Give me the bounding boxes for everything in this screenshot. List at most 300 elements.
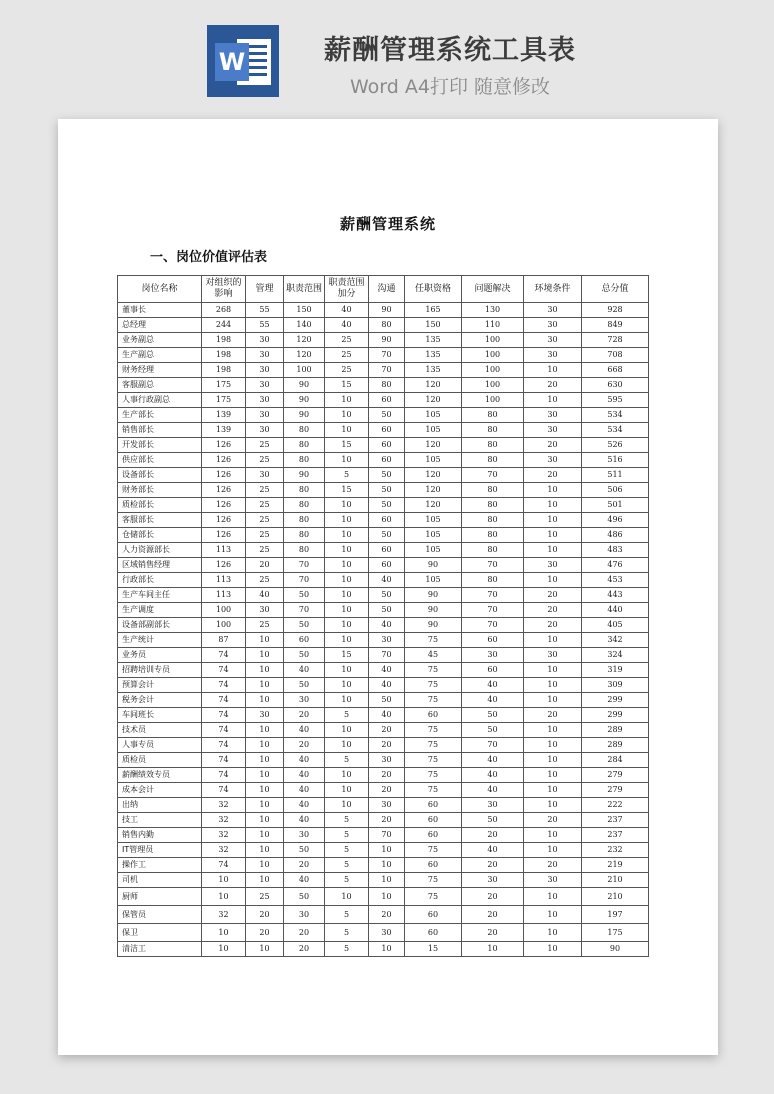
score-cell: 105 [405,573,462,588]
score-cell: 10 [325,603,369,618]
position-name-cell: 财务经理 [118,363,202,378]
score-cell: 20 [462,858,524,873]
table-row [118,423,649,438]
score-cell: 50 [369,603,405,618]
score-cell: 30 [246,408,284,423]
table-row [118,888,649,906]
position-name-cell: 客服部长 [118,513,202,528]
score-cell: 443 [582,588,649,603]
score-cell: 30 [524,423,582,438]
score-cell: 483 [582,543,649,558]
score-cell: 100 [462,393,524,408]
score-cell: 5 [325,813,369,828]
score-cell: 10 [325,543,369,558]
score-cell: 80 [284,528,325,543]
score-cell: 50 [369,498,405,513]
table-row [118,828,649,843]
score-cell: 10 [524,663,582,678]
table-row [118,603,649,618]
score-cell: 70 [369,648,405,663]
score-cell: 50 [369,588,405,603]
score-cell: 150 [405,318,462,333]
score-cell: 50 [369,693,405,708]
table-row [118,798,649,813]
score-cell: 25 [325,333,369,348]
score-cell: 10 [246,693,284,708]
score-cell: 20 [524,858,582,873]
score-cell: 20 [369,768,405,783]
score-cell: 222 [582,798,649,813]
score-cell: 70 [462,603,524,618]
score-cell: 50 [284,648,325,663]
position-name-cell: 财务部长 [118,483,202,498]
score-cell: 25 [246,618,284,633]
score-cell: 75 [405,723,462,738]
score-cell: 60 [405,924,462,942]
score-cell: 75 [405,843,462,858]
table-body [118,303,649,957]
score-cell: 90 [405,588,462,603]
score-cell: 100 [202,603,246,618]
score-cell: 30 [284,906,325,924]
score-cell: 20 [462,924,524,942]
score-cell: 20 [284,942,325,957]
score-cell: 32 [202,828,246,843]
score-cell: 60 [405,813,462,828]
score-cell: 10 [325,498,369,513]
score-cell: 15 [405,942,462,957]
score-cell: 501 [582,498,649,513]
score-cell: 20 [524,603,582,618]
score-cell: 20 [524,588,582,603]
score-cell: 90 [284,393,325,408]
table-row [118,768,649,783]
score-cell: 40 [284,813,325,828]
score-cell: 440 [582,603,649,618]
score-cell: 80 [462,498,524,513]
score-cell: 30 [369,753,405,768]
score-cell: 25 [246,483,284,498]
score-cell: 10 [325,888,369,906]
score-cell: 40 [284,768,325,783]
score-cell: 534 [582,408,649,423]
score-cell: 60 [405,828,462,843]
score-cell: 10 [524,513,582,528]
table-row [118,753,649,768]
score-cell: 928 [582,303,649,318]
table-row [118,378,649,393]
score-cell: 126 [202,453,246,468]
score-cell: 90 [405,603,462,618]
score-cell: 10 [202,942,246,957]
score-cell: 10 [325,453,369,468]
score-cell: 40 [246,588,284,603]
score-cell: 70 [462,738,524,753]
score-cell: 30 [524,303,582,318]
score-cell: 10 [369,873,405,888]
score-cell: 80 [462,528,524,543]
score-cell: 90 [369,303,405,318]
score-cell: 75 [405,888,462,906]
score-cell: 175 [202,378,246,393]
score-cell: 70 [369,363,405,378]
position-name-cell: 车间班长 [118,708,202,723]
score-cell: 40 [284,798,325,813]
score-cell: 126 [202,513,246,528]
position-name-cell: 保卫 [118,924,202,942]
score-cell: 10 [524,393,582,408]
score-cell: 324 [582,648,649,663]
score-cell: 10 [325,408,369,423]
table-row [118,333,649,348]
score-cell: 10 [325,528,369,543]
score-cell: 74 [202,738,246,753]
score-cell: 25 [246,543,284,558]
score-cell: 50 [284,618,325,633]
position-name-cell: 技术员 [118,723,202,738]
score-cell: 75 [405,768,462,783]
score-cell: 30 [524,318,582,333]
score-cell: 30 [369,798,405,813]
score-cell: 80 [284,453,325,468]
score-cell: 10 [524,363,582,378]
score-cell: 10 [246,942,284,957]
score-cell: 120 [284,348,325,363]
score-cell: 25 [325,363,369,378]
position-name-cell: 仓储部长 [118,528,202,543]
score-cell: 75 [405,663,462,678]
score-cell: 40 [284,663,325,678]
score-cell: 10 [462,942,524,957]
score-cell: 90 [369,333,405,348]
score-cell: 237 [582,813,649,828]
column-header: 职责范围加分 [325,276,369,303]
score-cell: 80 [369,378,405,393]
score-cell: 87 [202,633,246,648]
score-cell: 60 [284,633,325,648]
score-cell: 30 [462,873,524,888]
score-cell: 279 [582,768,649,783]
score-cell: 10 [246,633,284,648]
table-row [118,543,649,558]
score-cell: 70 [462,618,524,633]
position-name-cell: 司机 [118,873,202,888]
score-cell: 74 [202,858,246,873]
score-cell: 40 [369,573,405,588]
score-cell: 100 [462,378,524,393]
score-cell: 60 [369,453,405,468]
table-row [118,318,649,333]
position-name-cell: 销售内勤 [118,828,202,843]
score-cell: 40 [369,708,405,723]
score-cell: 40 [284,873,325,888]
position-name-cell: 质检部长 [118,498,202,513]
score-cell: 5 [325,843,369,858]
score-cell: 32 [202,813,246,828]
position-name-cell: 生产车间主任 [118,588,202,603]
table-row [118,873,649,888]
score-cell: 10 [325,618,369,633]
score-cell: 60 [405,798,462,813]
score-cell: 40 [462,768,524,783]
score-cell: 90 [405,558,462,573]
score-cell: 60 [369,423,405,438]
score-cell: 10 [246,828,284,843]
score-cell: 30 [246,423,284,438]
score-cell: 268 [202,303,246,318]
score-cell: 70 [462,588,524,603]
score-cell: 75 [405,678,462,693]
table-row [118,438,649,453]
position-name-cell: 厨师 [118,888,202,906]
table-row [118,303,649,318]
score-cell: 299 [582,708,649,723]
score-cell: 30 [462,798,524,813]
score-cell: 20 [369,783,405,798]
score-cell: 74 [202,708,246,723]
score-cell: 198 [202,363,246,378]
score-cell: 10 [246,768,284,783]
header-subtitle: Word A4打印 随意修改 [349,76,550,98]
score-cell: 150 [284,303,325,318]
score-cell: 50 [284,678,325,693]
score-cell: 20 [462,828,524,843]
score-cell: 135 [405,348,462,363]
score-cell: 210 [582,873,649,888]
score-cell: 506 [582,483,649,498]
score-cell: 5 [325,924,369,942]
score-cell: 30 [524,333,582,348]
score-cell: 50 [462,723,524,738]
score-cell: 135 [405,363,462,378]
score-cell: 5 [325,708,369,723]
table-row [118,348,649,363]
table-row [118,783,649,798]
score-cell: 10 [325,678,369,693]
position-name-cell: 操作工 [118,858,202,873]
score-cell: 75 [405,783,462,798]
score-cell: 90 [284,468,325,483]
score-cell: 20 [246,558,284,573]
score-cell: 5 [325,873,369,888]
score-cell: 15 [325,378,369,393]
position-name-cell: 业务员 [118,648,202,663]
score-cell: 20 [284,738,325,753]
table-row [118,618,649,633]
score-cell: 60 [369,513,405,528]
score-cell: 10 [524,573,582,588]
score-cell: 70 [369,828,405,843]
score-cell: 10 [246,843,284,858]
score-cell: 20 [524,618,582,633]
score-cell: 10 [524,942,582,957]
score-cell: 20 [462,906,524,924]
job-evaluation-table [117,275,649,957]
score-cell: 30 [369,633,405,648]
column-header: 对组织的影响 [202,276,246,303]
score-cell: 10 [524,888,582,906]
score-cell: 20 [284,924,325,942]
score-cell: 100 [202,618,246,633]
score-cell: 289 [582,738,649,753]
score-cell: 55 [246,318,284,333]
score-cell: 10 [246,858,284,873]
score-cell: 113 [202,543,246,558]
score-cell: 10 [325,723,369,738]
score-cell: 80 [462,483,524,498]
score-cell: 40 [462,678,524,693]
score-cell: 10 [325,393,369,408]
score-cell: 728 [582,333,649,348]
score-cell: 30 [246,363,284,378]
score-cell: 60 [462,633,524,648]
word-logo-letter: W [218,48,246,76]
score-cell: 197 [582,906,649,924]
table-row [118,588,649,603]
position-name-cell: 设备部长 [118,468,202,483]
table-row [118,663,649,678]
score-cell: 70 [284,603,325,618]
position-name-cell: 业务副总 [118,333,202,348]
score-cell: 40 [325,318,369,333]
score-cell: 80 [284,423,325,438]
position-name-cell: 技工 [118,813,202,828]
score-cell: 74 [202,693,246,708]
score-cell: 32 [202,906,246,924]
score-cell: 60 [405,858,462,873]
table-row [118,858,649,873]
score-cell: 849 [582,318,649,333]
score-cell: 10 [524,738,582,753]
score-cell: 120 [405,483,462,498]
score-cell: 60 [369,438,405,453]
score-cell: 10 [524,924,582,942]
column-header: 任职资格 [405,276,462,303]
score-cell: 30 [524,408,582,423]
table-row [118,468,649,483]
position-name-cell: 供应部长 [118,453,202,468]
score-cell: 237 [582,828,649,843]
score-cell: 40 [284,723,325,738]
table-row [118,363,649,378]
score-cell: 126 [202,468,246,483]
table-row [118,393,649,408]
score-cell: 100 [284,363,325,378]
score-cell: 10 [246,873,284,888]
score-cell: 20 [524,438,582,453]
score-cell: 60 [369,543,405,558]
position-name-cell: 成本会计 [118,783,202,798]
header-title: 薪酬管理系统工具表 [324,35,576,66]
table-row [118,633,649,648]
score-cell: 55 [246,303,284,318]
score-cell: 100 [462,363,524,378]
score-cell: 120 [405,498,462,513]
table-row [118,843,649,858]
score-cell: 105 [405,528,462,543]
table-row [118,513,649,528]
score-cell: 25 [246,888,284,906]
table-row [118,678,649,693]
score-cell: 70 [284,573,325,588]
score-cell: 20 [462,888,524,906]
table-row [118,573,649,588]
score-cell: 120 [405,468,462,483]
score-cell: 40 [369,663,405,678]
position-name-cell: 销售部长 [118,423,202,438]
score-cell: 10 [524,906,582,924]
score-cell: 10 [246,663,284,678]
score-cell: 25 [325,348,369,363]
column-header: 职责范围 [284,276,325,303]
score-cell: 10 [325,423,369,438]
score-cell: 40 [325,303,369,318]
position-name-cell: 保管员 [118,906,202,924]
score-cell: 244 [202,318,246,333]
position-name-cell: 预算会计 [118,678,202,693]
table-row [118,558,649,573]
score-cell: 30 [246,708,284,723]
document-page [58,119,718,1055]
score-cell: 10 [246,783,284,798]
score-cell: 74 [202,648,246,663]
score-cell: 25 [246,573,284,588]
score-cell: 60 [369,558,405,573]
score-cell: 105 [405,543,462,558]
score-cell: 20 [369,738,405,753]
score-cell: 20 [284,708,325,723]
score-cell: 25 [246,513,284,528]
score-cell: 20 [246,906,284,924]
score-cell: 90 [284,408,325,423]
score-cell: 75 [405,753,462,768]
score-cell: 405 [582,618,649,633]
table-row [118,906,649,924]
score-cell: 20 [369,813,405,828]
table-row [118,408,649,423]
score-cell: 25 [246,498,284,513]
score-cell: 5 [325,942,369,957]
score-cell: 40 [462,693,524,708]
position-name-cell: 生产部长 [118,408,202,423]
score-cell: 120 [405,438,462,453]
score-cell: 75 [405,873,462,888]
score-cell: 70 [462,558,524,573]
score-cell: 50 [369,528,405,543]
score-cell: 10 [524,633,582,648]
score-cell: 25 [246,453,284,468]
score-cell: 60 [369,393,405,408]
score-cell: 20 [369,723,405,738]
score-cell: 32 [202,798,246,813]
score-cell: 80 [284,438,325,453]
score-cell: 10 [325,558,369,573]
score-cell: 120 [405,393,462,408]
score-cell: 40 [462,843,524,858]
score-cell: 74 [202,753,246,768]
score-cell: 50 [369,483,405,498]
score-cell: 126 [202,483,246,498]
table-row [118,942,649,957]
position-name-cell: 税务会计 [118,693,202,708]
score-cell: 175 [582,924,649,942]
score-cell: 10 [524,768,582,783]
score-cell: 30 [246,333,284,348]
score-cell: 10 [524,543,582,558]
score-cell: 5 [325,906,369,924]
score-cell: 5 [325,753,369,768]
position-name-cell: 设备部副部长 [118,618,202,633]
